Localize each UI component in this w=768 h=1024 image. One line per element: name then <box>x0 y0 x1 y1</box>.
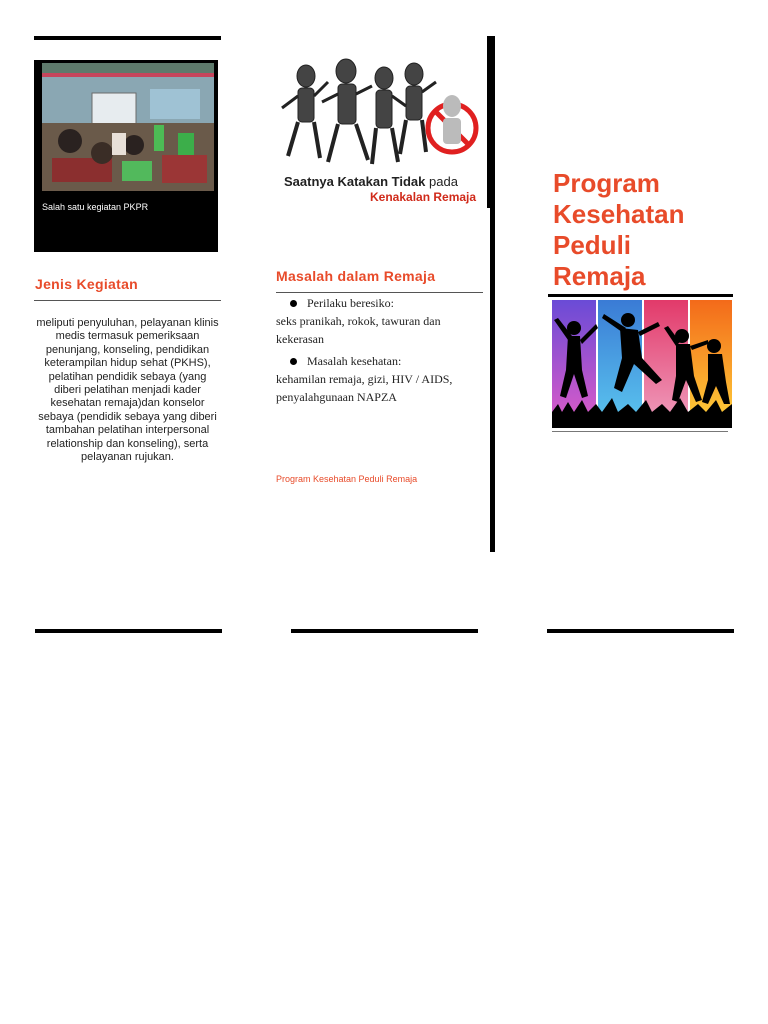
vertical-divider <box>490 36 495 552</box>
heading-underline-left <box>34 300 221 301</box>
masalah-list <box>276 294 486 406</box>
bottom-rule-left <box>35 629 222 633</box>
section-heading-jenis-kegiatan: Jenis Kegiatan <box>35 276 139 292</box>
jenis-kegiatan-body: meliputi penyuluhan, pelayanan klinis medis termasuk pemeriksaan penunjang, konseling, pendidikan keterampilan hidup sehat (PKHS), pelatihan pendidik sebaya (yang diberi pelatihan menjadi kader kesehatan remaja)dan konselor sebaya (pendidik sebaya yang diberi tambahan pelatihan interpersonal relationship dan konseling), serta pelayanan rujukan. <box>36 317 219 464</box>
list-item-detail: kehamilan remaja, gizi, HIV / AIDS, penyalahgunaan NAPZA <box>276 372 453 404</box>
top-rule-left <box>34 36 221 40</box>
program-footer: Program Kesehatan Peduli Remaja <box>276 474 418 484</box>
list-item-detail: seks pranikah, rokok, tawuran dan kekerasan <box>276 314 441 346</box>
cover-rule-bottom <box>552 431 728 432</box>
bottom-rule-right <box>547 629 734 633</box>
photo-caption: Salah satu kegiatan PKPR <box>42 202 149 212</box>
list-item: Masalah kesehatan: <box>276 352 486 370</box>
poster-subtitle: Kenakalan Remaja <box>370 190 477 204</box>
cover-title: Program Kesehatan Peduli Remaja <box>553 168 685 291</box>
section-heading-masalah: Masalah dalam Remaja <box>276 268 436 284</box>
bullet-icon <box>290 300 297 307</box>
poster-title: Saatnya Katakan Tidak pada <box>284 174 458 189</box>
classroom-photo <box>42 63 214 191</box>
cover-rule-top <box>548 294 733 297</box>
poster-image <box>276 36 488 208</box>
bottom-rule-middle <box>291 629 478 633</box>
list-item: Perilaku beresiko: <box>276 294 486 312</box>
jumping-silhouettes-image <box>552 300 732 428</box>
bullet-icon <box>290 358 297 365</box>
heading-underline-middle <box>276 292 483 293</box>
